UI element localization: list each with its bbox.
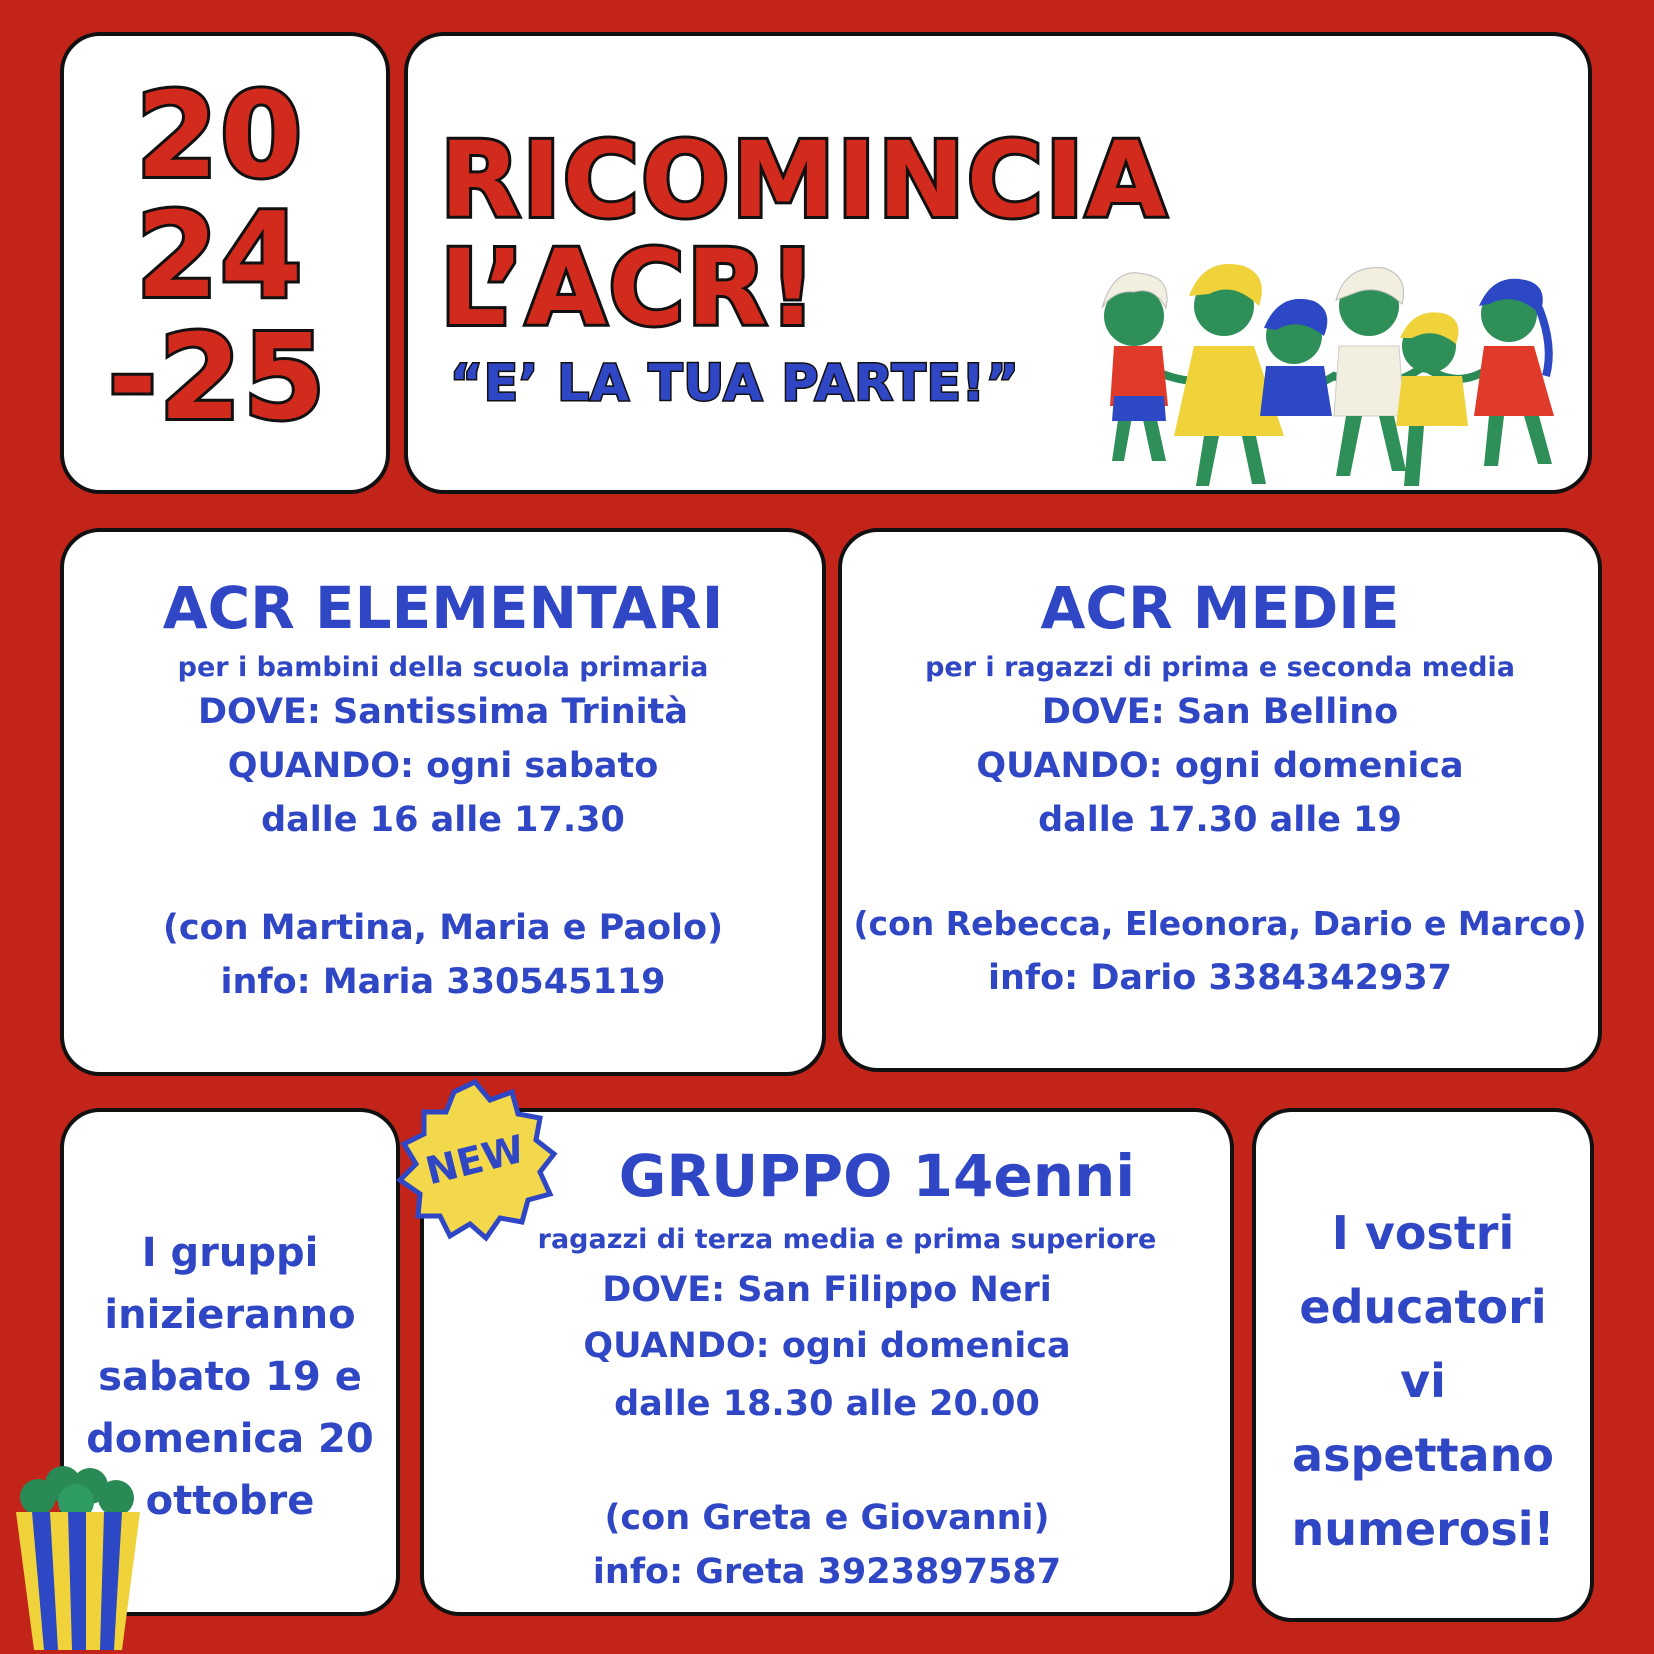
child-5 bbox=[1396, 312, 1468, 486]
year-line-1: 20 bbox=[136, 66, 305, 204]
child-4 bbox=[1334, 268, 1406, 476]
main-title-line-1: RICOMINCIA bbox=[440, 119, 1169, 241]
gruppo-14enni-info: info: Greta 3923897587 bbox=[592, 1552, 1062, 1592]
acr-medie-info: info: Dario 3384342937 bbox=[987, 958, 1453, 998]
new-badge-label: NEW bbox=[421, 1126, 529, 1194]
closing-line-4: aspettano bbox=[1292, 1428, 1554, 1482]
child-1 bbox=[1102, 273, 1168, 461]
slogan: “E’ LA TUA PARTE!” bbox=[450, 354, 1020, 412]
main-title-line-2: L’ACR! bbox=[440, 227, 819, 349]
gruppo-14enni-title: GRUPPO 14enni bbox=[618, 1142, 1136, 1210]
start-line-1: I gruppi bbox=[141, 1230, 319, 1276]
gruppo-14enni-dove: DOVE: San Filippo Neri bbox=[602, 1270, 1052, 1310]
year-card bbox=[60, 32, 390, 494]
acr-medie-dove: DOVE: San Bellino bbox=[1041, 692, 1399, 732]
start-line-2: inizieranno bbox=[104, 1292, 356, 1338]
start-line-3: sabato 19 e bbox=[98, 1354, 362, 1400]
acr-elementari-info: info: Maria 330545119 bbox=[220, 962, 666, 1002]
child-6 bbox=[1474, 279, 1554, 466]
year-line-3: -25 bbox=[108, 308, 328, 446]
acr-medie-orario: dalle 17.30 alle 19 bbox=[1038, 800, 1402, 840]
acr-medie-title: ACR MEDIE bbox=[1040, 574, 1400, 642]
start-line-5: ottobre bbox=[145, 1478, 315, 1524]
closing-line-5: numerosi! bbox=[1291, 1502, 1555, 1556]
year-line-2: 24 bbox=[136, 186, 305, 324]
new-badge-icon bbox=[390, 1076, 560, 1246]
children-dancing-illustration bbox=[1084, 246, 1560, 496]
acr-elementari-title: ACR ELEMENTARI bbox=[162, 574, 724, 642]
acr-medie-educatori: (con Rebecca, Eleonora, Dario e Marco) bbox=[853, 904, 1587, 943]
closing-line-1: I vostri bbox=[1331, 1206, 1515, 1260]
header-card bbox=[404, 32, 1592, 494]
gruppo-14enni-educatori: (con Greta e Giovanni) bbox=[604, 1498, 1050, 1538]
acr-elementari-card bbox=[60, 528, 826, 1076]
acr-elementari-subtitle: per i bambini della scuola primaria bbox=[177, 652, 709, 683]
acr-elementari-educatori: (con Martina, Maria e Paolo) bbox=[162, 908, 724, 948]
acr-elementari-quando: QUANDO: ogni sabato bbox=[227, 746, 659, 786]
gruppo-14enni-quando: QUANDO: ogni domenica bbox=[583, 1326, 1071, 1366]
acr-medie-subtitle: per i ragazzi di prima e seconda media bbox=[925, 652, 1515, 683]
closing-line-2: educatori bbox=[1299, 1280, 1547, 1334]
closing-card bbox=[1252, 1108, 1594, 1622]
popcorn-icon bbox=[8, 1462, 148, 1652]
gruppo-14enni-subtitle: ragazzi di terza media e prima superiore bbox=[537, 1224, 1157, 1255]
child-3 bbox=[1260, 299, 1332, 416]
acr-elementari-dove: DOVE: Santissima Trinità bbox=[198, 692, 688, 732]
gruppo-14enni-orario: dalle 18.30 alle 20.00 bbox=[614, 1384, 1040, 1424]
acr-medie-card bbox=[838, 528, 1602, 1072]
acr-medie-quando: QUANDO: ogni domenica bbox=[976, 746, 1464, 786]
closing-line-3: vi bbox=[1400, 1354, 1446, 1408]
start-line-4: domenica 20 bbox=[86, 1416, 374, 1462]
acr-elementari-orario: dalle 16 alle 17.30 bbox=[261, 800, 625, 840]
